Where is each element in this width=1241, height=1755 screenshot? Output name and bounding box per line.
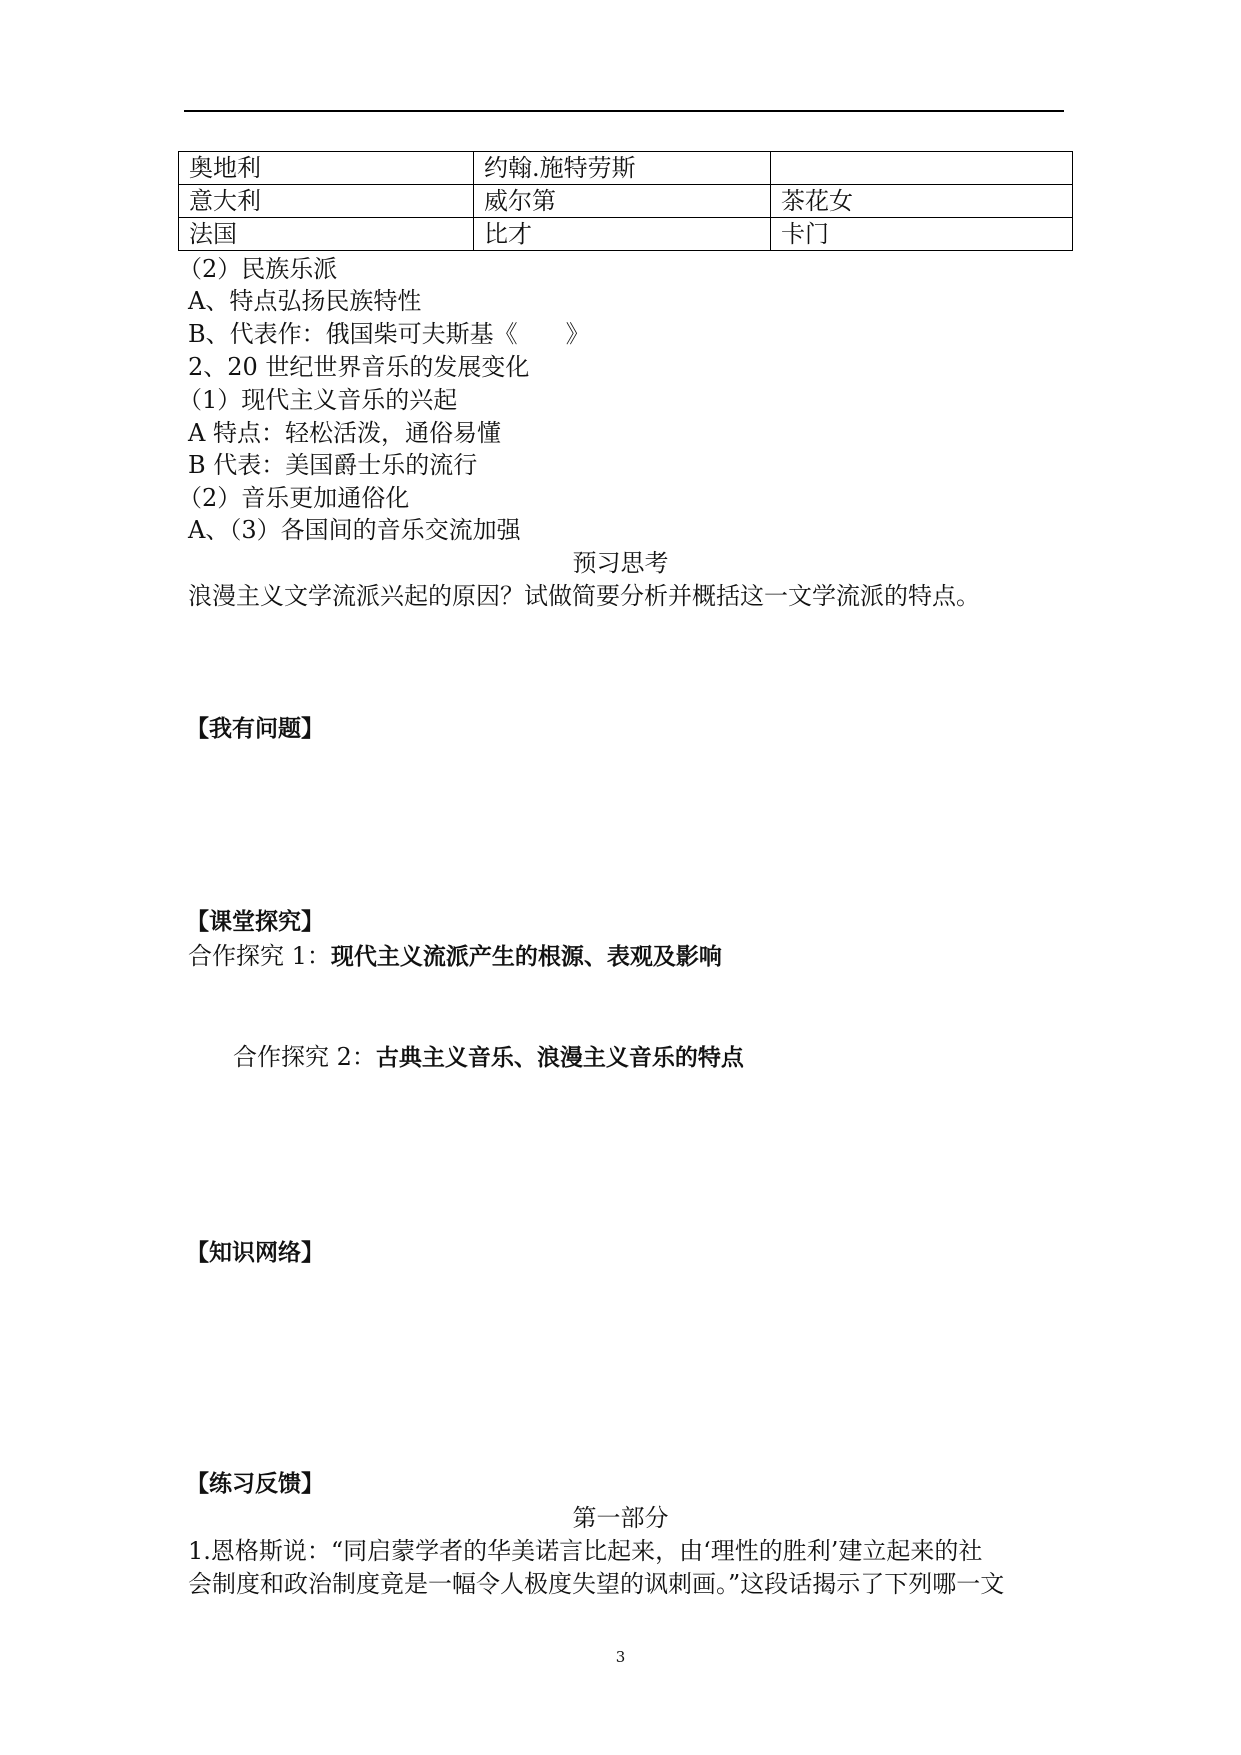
preview-question: 浪漫主义文学流派兴起的原因？试做简要分析并概括这一文学流派的特点。 <box>188 582 980 610</box>
table-cell-work: 卡门 <box>771 218 1073 251</box>
outline-line: （2）音乐更加通俗化 <box>178 484 410 512</box>
table-cell-composer: 比才 <box>474 218 771 251</box>
preview-heading: 预习思考 <box>572 549 669 577</box>
outline-line: A 特点：轻松活泼，通俗易懂 <box>188 419 501 447</box>
table-cell-composer: 威尔第 <box>474 185 771 218</box>
table-row <box>179 152 1073 185</box>
section-classroom: 【课堂探究】 <box>186 909 324 935</box>
table-cell-work: 茶花女 <box>771 185 1073 218</box>
outline-line: A、（3）各国间的音乐交流加强 <box>188 516 521 544</box>
table-cell-work <box>771 152 1073 185</box>
outline-line: A、特点弘扬民族特性 <box>188 287 422 315</box>
table-cell-composer: 约翰.施特劳斯 <box>474 152 771 185</box>
outline-line: （2）民族乐派 <box>178 255 338 283</box>
question-1-line-2: 会制度和政治制度竟是一幅令人极度失望的讽刺画。”这段话揭示了下列哪一文 <box>188 1570 1005 1598</box>
outline-line: （1）现代主义音乐的兴起 <box>178 386 458 414</box>
section-practice: 【练习反馈】 <box>186 1471 324 1497</box>
question-1-line-1: 1.恩格斯说：“同启蒙学者的华美诺言比起来，由‘理性的胜利’建立起来的社 <box>188 1537 983 1565</box>
table-cell-country: 意大利 <box>179 185 474 218</box>
outline-line: 2、20 世纪世界音乐的发展变化 <box>188 353 530 381</box>
table-row <box>179 218 1073 251</box>
inquiry-1 <box>188 940 722 973</box>
part-heading: 第一部分 <box>572 1504 669 1532</box>
outline-line: B 代表：美国爵士乐的流行 <box>188 451 478 479</box>
header-rule <box>184 110 1064 112</box>
table-cell-country: 奥地利 <box>179 152 474 185</box>
table-cell-country: 法国 <box>179 218 474 251</box>
inquiry-2-text: 古典主义音乐、浪漫主义音乐的特点 <box>375 1045 744 1071</box>
composer-table <box>178 151 1073 251</box>
inquiry-2 <box>233 1041 744 1074</box>
inquiry-1-prefix: 合作探究 1： <box>188 942 331 970</box>
inquiry-1-text: 现代主义流派产生的根源、表观及影响 <box>330 944 722 970</box>
page-number: 3 <box>615 1648 626 1666</box>
outline-line: B、代表作：俄国柴可夫斯基《 》 <box>188 320 590 348</box>
section-knowledge: 【知识网络】 <box>186 1240 324 1266</box>
table-row <box>179 185 1073 218</box>
section-my-questions: 【我有问题】 <box>186 716 324 742</box>
inquiry-2-prefix: 合作探究 2： <box>233 1043 376 1071</box>
